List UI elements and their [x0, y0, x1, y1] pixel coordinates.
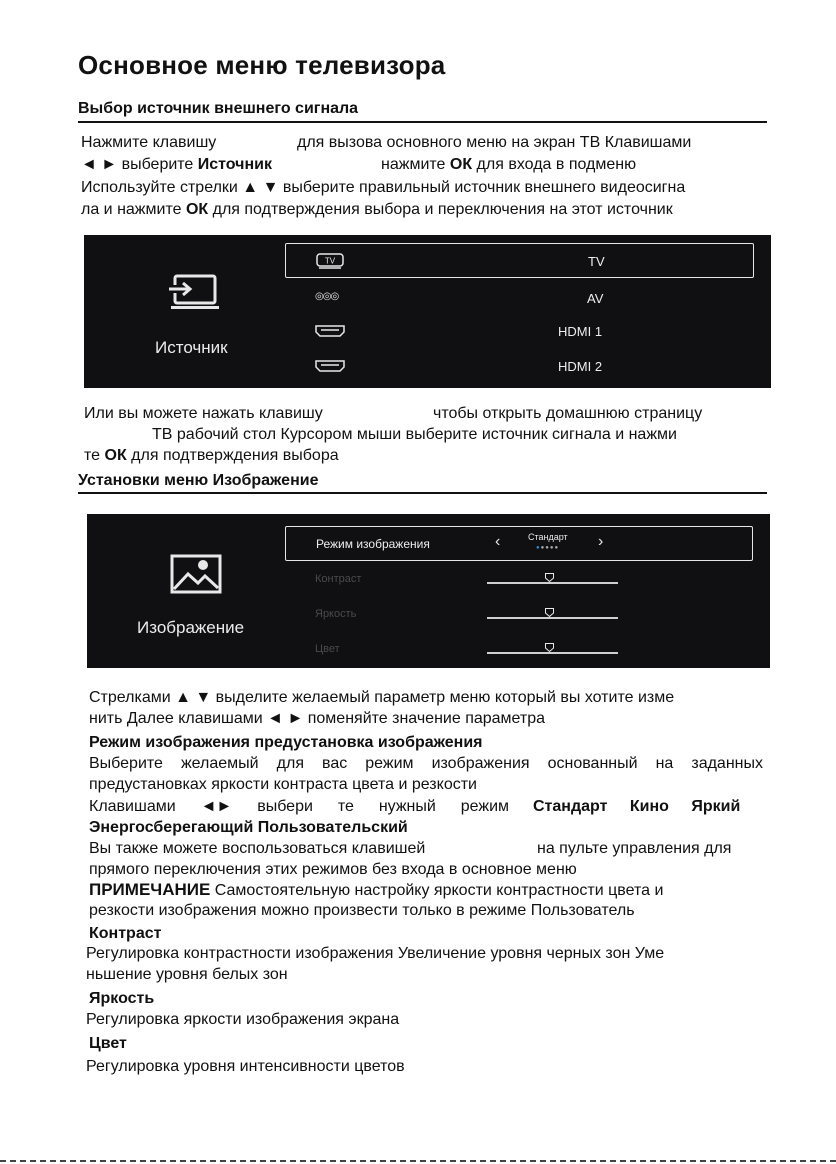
chevron-right-icon[interactable]: ›: [598, 533, 604, 550]
picture-row-label: Контраст: [315, 573, 362, 585]
picture-row-label: Яркость: [315, 608, 357, 620]
page-title: Основное меню телевизора: [78, 50, 446, 80]
chevron-left-icon[interactable]: ‹: [495, 533, 501, 550]
subheading: [89, 731, 482, 754]
text-line: [81, 153, 272, 176]
slider-knob-icon[interactable]: [545, 608, 554, 617]
source-item-hdmi1[interactable]: [285, 314, 754, 348]
text-line: для вызова основного меню на экран ТВ Клавишами: [297, 134, 692, 151]
note-label: ПРИМЕЧАНИЕ: [89, 880, 211, 899]
source-item-hdmi2[interactable]: [285, 350, 754, 384]
page-bottom-border: [0, 1160, 836, 1162]
text-bold: Яркость: [89, 990, 155, 1007]
text-line: резкости изображения можно произвести только в режиме Пользователь: [89, 902, 635, 919]
mode-page-dots: ●●●●●: [536, 545, 560, 551]
section-rule: [78, 492, 767, 494]
picture-row-contrast[interactable]: [285, 566, 753, 600]
text-line: [533, 795, 740, 818]
picture-icon: [170, 554, 222, 594]
text-line: [84, 444, 339, 467]
picture-row-brightness[interactable]: [285, 600, 753, 634]
text-bold: ОК: [449, 156, 473, 173]
text-line: ТВ рабочий стол Курсором мыши выберите источник сигнала и нажми: [152, 426, 677, 443]
subheading: [89, 1032, 127, 1055]
brightness-slider-track[interactable]: [487, 617, 618, 619]
contrast-slider-track[interactable]: [487, 582, 618, 584]
picture-menu-panel: [87, 514, 770, 668]
text-bold: Энергосберегающий Пользовательский: [89, 819, 408, 836]
text-line: Используйте стрелки ▲ ▼ выберите правильный источник внешнего видеосигна: [81, 179, 686, 196]
text-span: ла и нажмите: [81, 201, 182, 218]
text-line: Регулировка яркости изображения экрана: [86, 1011, 400, 1028]
text-line: Клавишами ◄► выбери те нужный режим: [89, 798, 509, 815]
text-line: предустановках яркости контраста цвета и резкости: [89, 776, 477, 793]
picture-mode-label: Режим изображения: [316, 537, 430, 551]
text-line: нить Далее клавишами ◄ ► поменяйте значение параметра: [89, 710, 546, 727]
text-bold: ОК: [185, 201, 209, 218]
text-line: на пульте управления для: [537, 840, 732, 857]
text-span: те: [84, 447, 101, 464]
source-panel-title: Источник: [155, 338, 228, 357]
text-line: Нажмите клавишу: [81, 134, 217, 151]
source-item-tv[interactable]: [285, 243, 754, 278]
picture-mode-value: Стандарт: [528, 532, 568, 542]
text-span: для подтверждения выбора: [131, 447, 339, 464]
picture-panel-title: Изображение: [137, 618, 245, 637]
source-menu-panel: [84, 235, 771, 388]
source-item-label: HDMI 2: [558, 359, 603, 374]
text-bold: Контраст: [89, 925, 162, 942]
source-input-icon: [167, 273, 223, 313]
text-line: прямого переключения этих режимов без входа в основное меню: [89, 861, 577, 878]
text-bold: Источник: [197, 156, 272, 173]
av-icon: ◎◎◎: [315, 291, 339, 302]
text-line: [381, 153, 636, 176]
tv-icon: [316, 253, 344, 269]
slider-knob-icon[interactable]: [545, 643, 554, 652]
picture-row-color[interactable]: [285, 634, 753, 668]
text-line: Или вы можете нажать клавишу: [84, 405, 323, 422]
text-line: [81, 198, 673, 221]
text-line: [89, 816, 408, 839]
hdmi-icon: [315, 325, 345, 337]
text-line: чтобы открыть домашнюю страницу: [433, 405, 703, 422]
picture-mode-row[interactable]: [285, 526, 753, 561]
tv-icon-text: TV: [324, 256, 336, 266]
source-item-label: AV: [587, 291, 604, 306]
text-line: Вы также можете воспользоваться клавишей: [89, 840, 426, 857]
text-line: Регулировка контрастности изображения Увеличение уровня черных зон Уме: [86, 945, 665, 962]
text-span: Самостоятельную настройку яркости контрастности цвета и: [214, 882, 664, 899]
text-bold: Цвет: [89, 1035, 127, 1052]
text-line: ньшение уровня белых зон: [86, 966, 288, 983]
slider-knob-icon[interactable]: [545, 573, 554, 582]
section-rule: [78, 121, 767, 123]
text-bold: ОК: [104, 447, 127, 464]
picture-row-label: Цвет: [315, 643, 340, 655]
text-line: Стрелками ▲ ▼ выделите желаемый параметр меню который вы хотите изме: [89, 689, 675, 706]
text-span: для входа в подменю: [476, 156, 637, 173]
section-heading-picture: Установки меню Изображение: [78, 472, 319, 489]
text-bold: Режим изображения предустановка изображения: [89, 734, 483, 751]
text-span: для подтверждения выбора и переключения на этот источник: [212, 201, 673, 218]
text-line: Выберите желаемый для вас режим изображения основанный на заданных: [89, 755, 763, 772]
color-slider-track[interactable]: [487, 652, 618, 654]
hdmi-icon: [315, 360, 345, 372]
subheading: [89, 987, 154, 1010]
source-item-av[interactable]: [285, 281, 754, 315]
text-bold: Стандарт Кино Яркий: [533, 798, 741, 815]
text-line: Регулировка уровня интенсивности цветов: [86, 1058, 405, 1075]
section-heading-source: Выбор источник внешнего сигнала: [78, 100, 359, 117]
text-span: нажмите: [381, 156, 446, 173]
text-span: ◄ ► выберите: [81, 156, 194, 173]
source-item-label: HDMI 1: [558, 324, 603, 339]
source-item-label: TV: [588, 254, 605, 269]
